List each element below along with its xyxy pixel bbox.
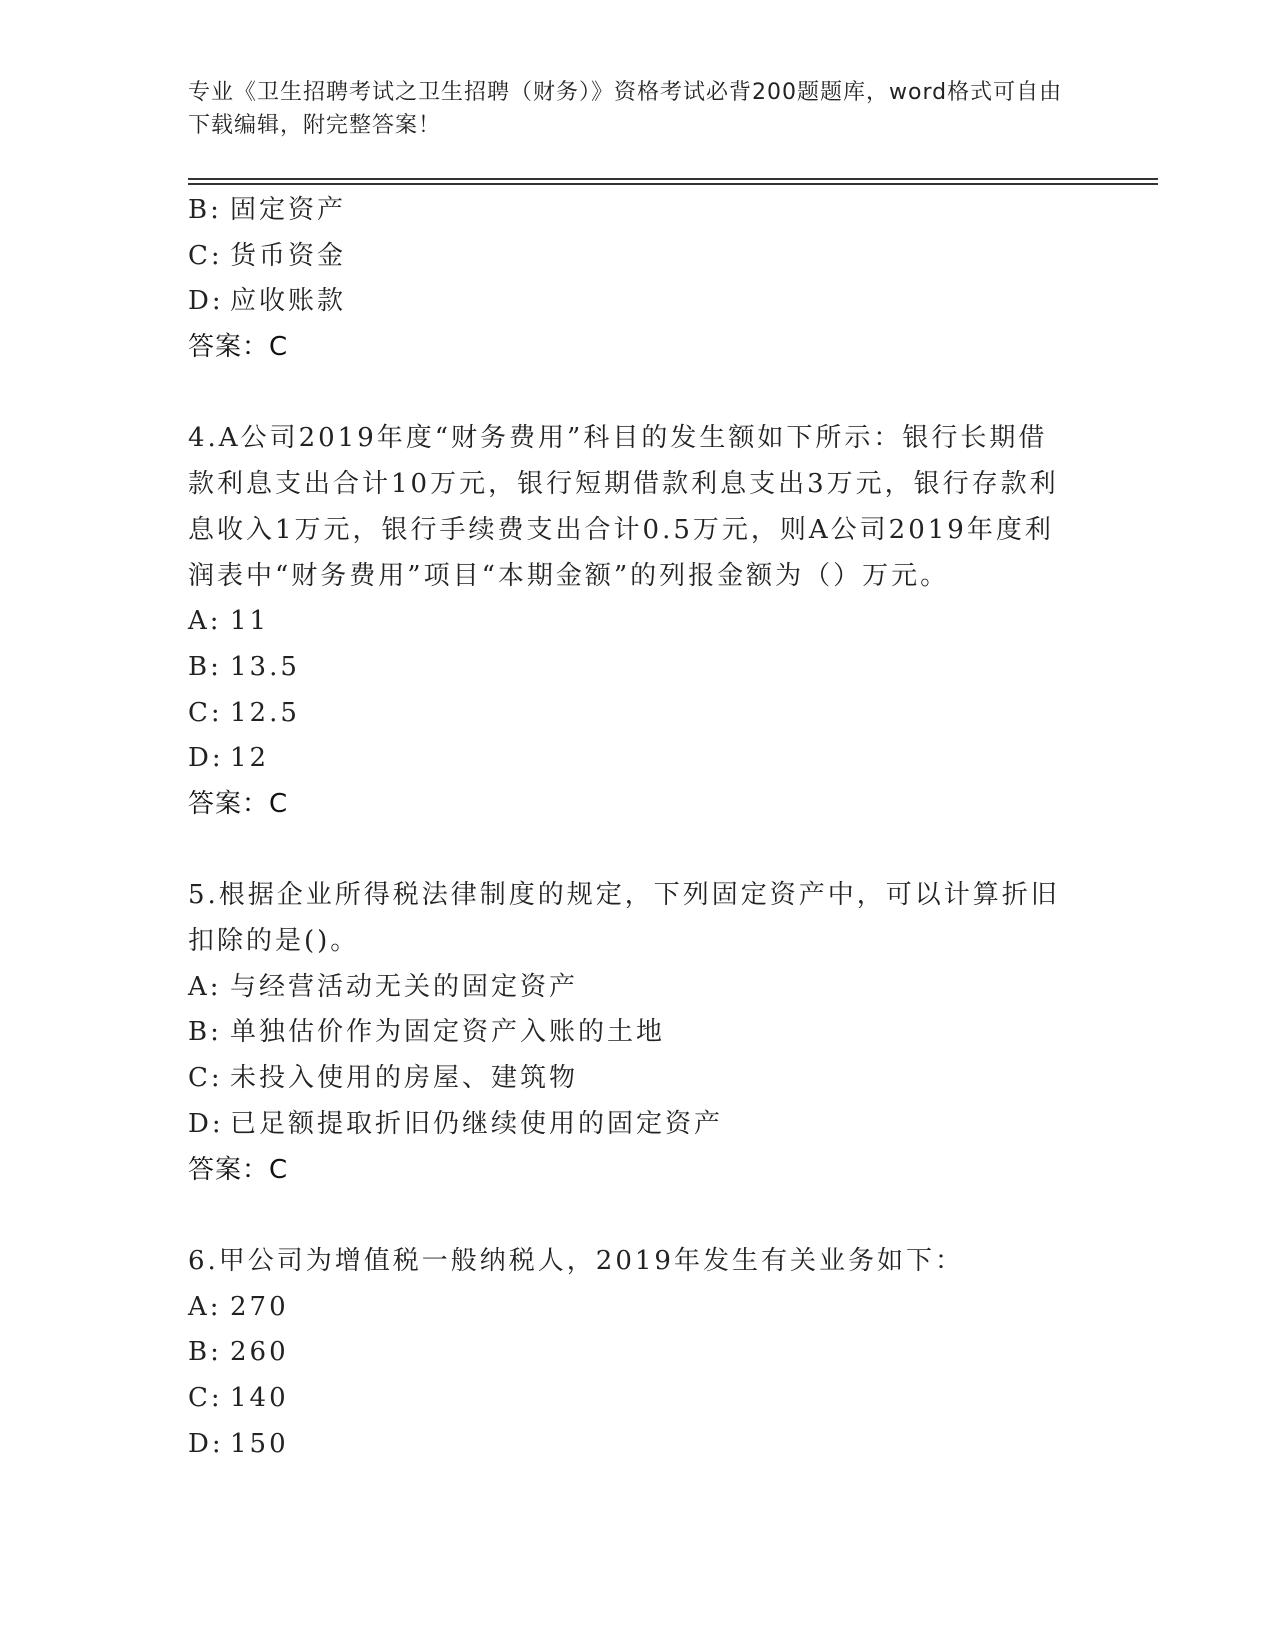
option-text: 应收账款: [230, 286, 347, 317]
header-divider-top: [188, 178, 1158, 180]
option-text: 固定资产: [230, 195, 347, 225]
option-label: D:: [188, 1428, 224, 1459]
option-c: [188, 1056, 1078, 1102]
option-c: [188, 234, 1078, 280]
option-label: C:: [188, 1382, 223, 1413]
option-text: 与经营活动无关的固定资产: [230, 971, 579, 1002]
option-label: C:: [188, 240, 223, 271]
answer: 答案：C: [188, 1154, 289, 1185]
option-d: [188, 279, 1078, 325]
option-text: 140: [230, 1382, 289, 1413]
option-a: [188, 965, 1078, 1011]
question-list: [188, 188, 1078, 1467]
question-text: 4.A公司2019年度“财务费用”科目的发生额如下所示：银行长期借款利息支出合计10万元，银行短期借款利息支出3万元，银行存款利息收入1万元，银行手续费支出合计0.5万元，则A公司2019年度利润表中“财务费用”项目“本期金额”的列报金额为（）万元。: [188, 423, 1059, 591]
spacer: [188, 1193, 1078, 1239]
question-6: [188, 1239, 1078, 1467]
option-b: [188, 188, 1078, 234]
option-d: [188, 1422, 1078, 1468]
answer: 答案：C: [188, 332, 289, 363]
option-text: 270: [230, 1291, 289, 1322]
option-text: 11: [230, 606, 270, 637]
option-text: 未投入使用的房屋、建筑物: [230, 1063, 579, 1094]
option-label: D:: [188, 1108, 224, 1139]
option-d: [188, 1102, 1078, 1148]
option-d: [188, 736, 1078, 782]
option-text: 13.5: [230, 651, 300, 682]
option-text: 已足额提取折旧仍继续使用的固定资产: [230, 1108, 724, 1139]
option-text: 12.5: [230, 697, 300, 728]
document-header: 专业《卫生招聘考试之卫生招聘（财务）》资格考试必背200题题库，word格式可自由下载编辑，附完整答案！: [188, 80, 1063, 138]
option-text: 12: [230, 743, 270, 774]
option-label: B:: [188, 651, 222, 682]
option-label: B:: [188, 1337, 222, 1368]
option-label: D:: [188, 286, 224, 317]
option-a: [188, 599, 1078, 645]
option-label: B:: [188, 1017, 222, 1048]
option-c: [188, 1376, 1078, 1422]
question-text: 5.根据企业所得税法律制度的规定，下列固定资产中，可以计算折旧扣除的是()。: [188, 880, 1060, 957]
option-c: [188, 691, 1078, 737]
option-b: [188, 645, 1078, 691]
option-text: 单独估价作为固定资产入账的土地: [230, 1017, 666, 1048]
option-b: [188, 1010, 1078, 1056]
question-5: [188, 873, 1078, 1193]
option-text: 260: [230, 1337, 289, 1368]
option-label: A:: [188, 971, 222, 1002]
option-text: 货币资金: [230, 240, 347, 271]
question-3: [188, 188, 1078, 371]
question-text: 6.甲公司为增值税一般纳税人，2019年发生有关业务如下：: [188, 1245, 964, 1276]
option-label: B:: [188, 195, 222, 225]
option-b: [188, 1330, 1078, 1376]
option-label: A:: [188, 1291, 222, 1322]
option-a: [188, 1285, 1078, 1331]
answer: 答案：C: [188, 789, 289, 819]
option-text: 150: [230, 1428, 289, 1459]
option-label: D:: [188, 743, 224, 774]
header-divider-bottom: [188, 183, 1158, 185]
spacer: [188, 371, 1078, 417]
option-label: C:: [188, 697, 223, 728]
question-4: [188, 416, 1078, 827]
option-label: A:: [188, 606, 222, 637]
option-label: C:: [188, 1063, 223, 1094]
spacer: [188, 828, 1078, 874]
